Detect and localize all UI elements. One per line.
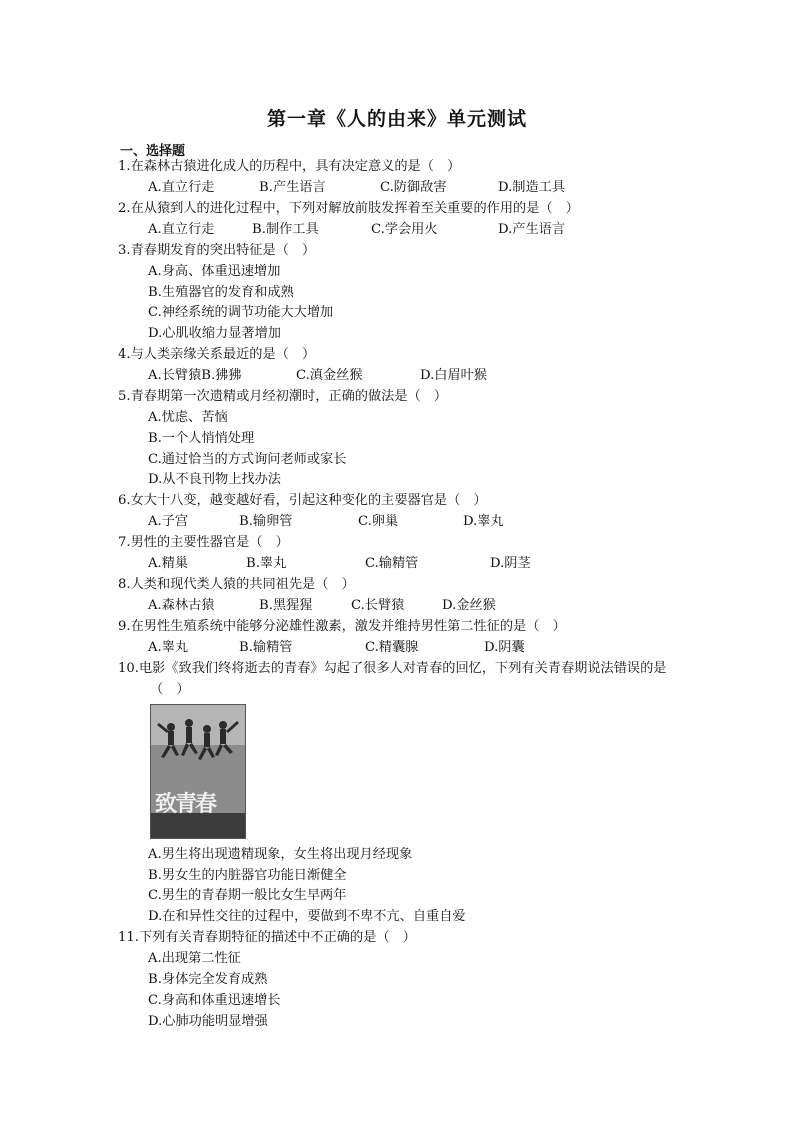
option-c: C.卵巢 bbox=[358, 514, 399, 529]
poster-title-text: 致青春 bbox=[155, 792, 216, 817]
question-11-stem: 11.下列有关青春期特征的描述中不正确的是（ ） bbox=[118, 930, 416, 945]
option-b: B.身体完全发育成熟 bbox=[148, 972, 268, 987]
option-d: D.白眉叶猴 bbox=[420, 368, 488, 383]
option-c: C.精囊腺 bbox=[365, 640, 419, 655]
option-d: D.产生语言 bbox=[498, 222, 566, 237]
option-d: D.阴茎 bbox=[490, 556, 531, 571]
option-b: B.男女生的内脏器官功能日渐健全 bbox=[148, 868, 347, 883]
option-a: A.睾丸 bbox=[148, 640, 189, 655]
option-ab: A.长臂猿B.狒狒 bbox=[148, 368, 242, 383]
option-d: D.阴囊 bbox=[484, 640, 525, 655]
question-3-stem: 3.青春期发育的突出特征是（ ） bbox=[118, 243, 316, 258]
option-a: A.身高、体重迅速增加 bbox=[148, 264, 281, 279]
option-b: B.输卵管 bbox=[239, 514, 293, 529]
option-d: D.在和异性交往的过程中，要做到不卑不亢、自重自爱 bbox=[148, 909, 466, 924]
question-1-stem: 1.在森林古猿进化成人的历程中，具有决定意义的是（ ） bbox=[118, 159, 461, 174]
option-b: B.制作工具 bbox=[252, 222, 319, 237]
option-a: A.精巢 bbox=[148, 556, 189, 571]
option-c: C.男生的青春期一般比女生早两年 bbox=[148, 888, 347, 903]
option-b: B.黑猩猩 bbox=[259, 598, 313, 613]
option-c: C.神经系统的调节功能大大增加 bbox=[148, 305, 334, 320]
poster-figures-graphic bbox=[151, 705, 245, 838]
option-b: B.睾丸 bbox=[246, 556, 287, 571]
question-8-stem: 8.人类和现代类人猿的共同祖先是（ ） bbox=[118, 577, 355, 592]
question-9-stem: 9.在男性生殖系统中能够分泌雄性激素，激发并维持男性第二性征的是（ ） bbox=[118, 619, 566, 634]
option-c: C.学会用火 bbox=[371, 222, 438, 237]
question-2-stem: 2.在从猿到人的进化过程中，下列对解放前肢发挥着至关重要的作用的是（ ） bbox=[118, 201, 579, 216]
option-c: C.防御敌害 bbox=[380, 180, 447, 195]
option-b: B.一个人悄悄处理 bbox=[148, 431, 255, 446]
option-a: A.森林古猿 bbox=[148, 598, 215, 613]
option-b: B.输精管 bbox=[239, 640, 293, 655]
option-d: D.金丝猴 bbox=[442, 598, 496, 613]
option-a: A.男生将出现遗精现象，女生将出现月经现象 bbox=[148, 847, 413, 862]
option-a: A.出现第二性征 bbox=[148, 951, 241, 966]
section-heading: 一、选择题 bbox=[120, 144, 186, 159]
question-5-stem: 5.青春期第一次遗精或月经初潮时，正确的做法是（ ） bbox=[118, 389, 448, 404]
question-4-stem: 4.与人类亲缘关系最近的是（ ） bbox=[118, 347, 316, 362]
option-c: C.输精管 bbox=[365, 556, 419, 571]
option-c: C.滇金丝猴 bbox=[296, 368, 363, 383]
option-c: C.通过恰当的方式询问老师或家长 bbox=[148, 452, 347, 467]
page-title: 第一章《人的由来》单元测试 bbox=[266, 108, 527, 130]
option-a: A.直立行走 bbox=[148, 222, 215, 237]
option-d: D.制造工具 bbox=[498, 180, 566, 195]
option-b: B.生殖器官的发育和成熟 bbox=[148, 285, 294, 300]
option-a: A.忧虑、苦恼 bbox=[148, 410, 228, 425]
option-d: D.睾丸 bbox=[463, 514, 504, 529]
option-a: A.直立行走 bbox=[148, 180, 215, 195]
option-d: D.心肌收缩力显著增加 bbox=[148, 326, 281, 341]
option-d: D.从不良刊物上找办法 bbox=[148, 472, 281, 487]
option-c: C.长臂猿 bbox=[351, 598, 405, 613]
answer-paren: （ ） bbox=[150, 682, 190, 697]
option-d: D.心肺功能明显增强 bbox=[148, 1014, 268, 1029]
option-c: C.身高和体重迅速增长 bbox=[148, 993, 281, 1008]
question-7-stem: 7.男性的主要性器官是（ ） bbox=[118, 535, 289, 550]
movie-poster-image bbox=[150, 704, 246, 839]
question-10-stem: 10.电影《致我们终将逝去的青春》勾起了很多人对青春的回忆，下列有关青春期说法错误的是 bbox=[118, 661, 667, 676]
question-6-stem: 6.女大十八变，越变越好看，引起这种变化的主要器官是（ ） bbox=[118, 493, 487, 508]
option-b: B.产生语言 bbox=[259, 180, 326, 195]
option-a: A.子宫 bbox=[148, 514, 189, 529]
